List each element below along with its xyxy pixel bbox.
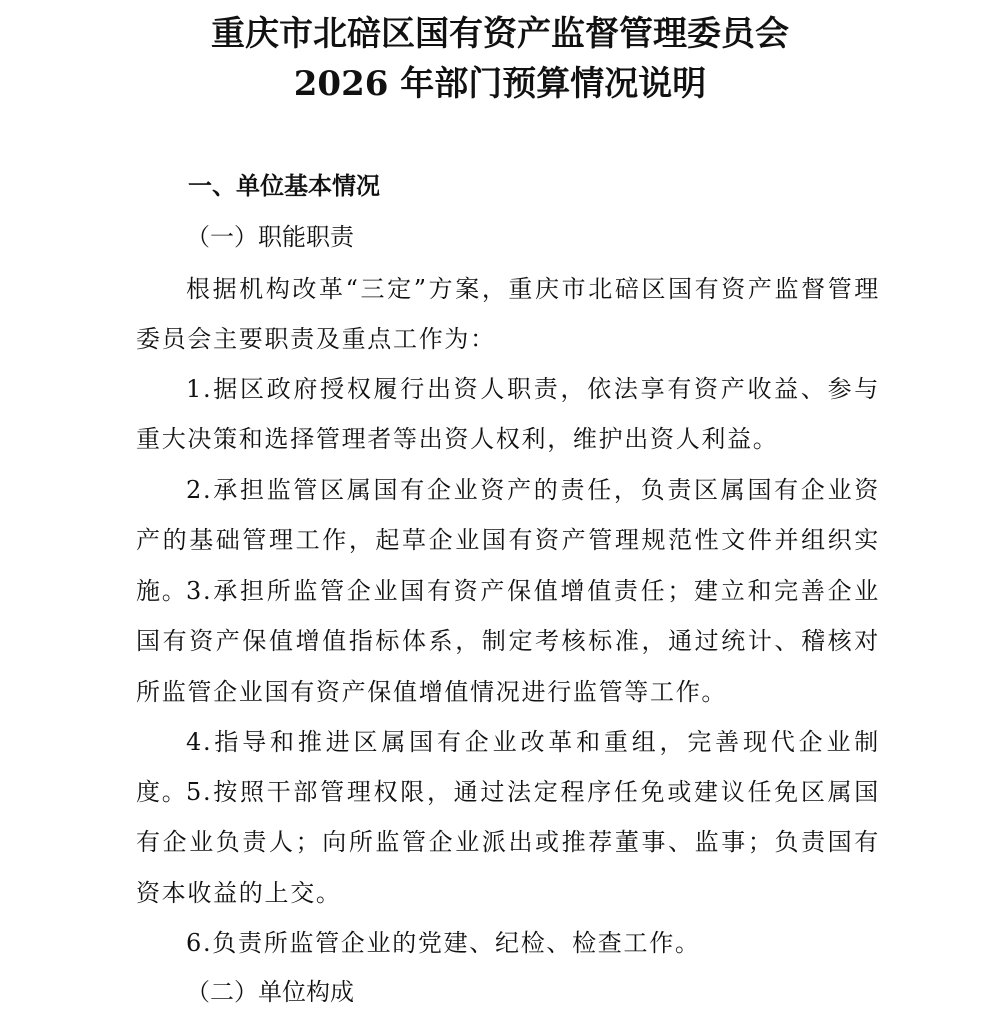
section-heading: 一、单位基本情况 [188,172,380,200]
document-title-line-2: 2026 年部门预算情况说明 [293,64,707,104]
duty-item-6: 6.负责所监管企业的党建、纪检、检查工作。 [186,929,701,957]
duty-item-3: 3.承担所监管企业国有资产保值增值责任；建立和完善企业国有资产保值增值指标体系，制定考核标准，通过统计、稽核对所监管企业国有资产保值增值情况进行监管等工作。 [136,577,880,706]
subheading-duties: （一）职能职责 [186,223,354,251]
intro-paragraph: 根据机构改革“三定”方案，重庆市北碚区国有资产监督管理委员会主要职责及重点工作为： [136,275,880,354]
duty-item-4: 4.指导和推进区属国有企业改革和重组，完善现代企业制度。 [136,728,880,807]
duty-item-5: 5.按照干部管理权限，通过法定程序任免或建议任免区属国有企业负责人；向所监管企业派出或推荐董事、监事；负责国有资本收益的上交。 [136,778,880,907]
document-title-line-1: 重庆市北碚区国有资产监督管理委员会 [211,14,789,54]
subheading-composition: （二）单位构成 [186,978,354,1006]
duty-item-1: 1.据区政府授权履行出资人职责，依法享有资产收益、参与重大决策和选择管理者等出资人权利，维护出资人利益。 [136,375,880,454]
duty-item-2: 2.承担监管区属国有企业资产的责任，负责区属国有企业资产的基础管理工作，起草企业国有资产管理规范性文件并组织实施。 [136,476,880,605]
